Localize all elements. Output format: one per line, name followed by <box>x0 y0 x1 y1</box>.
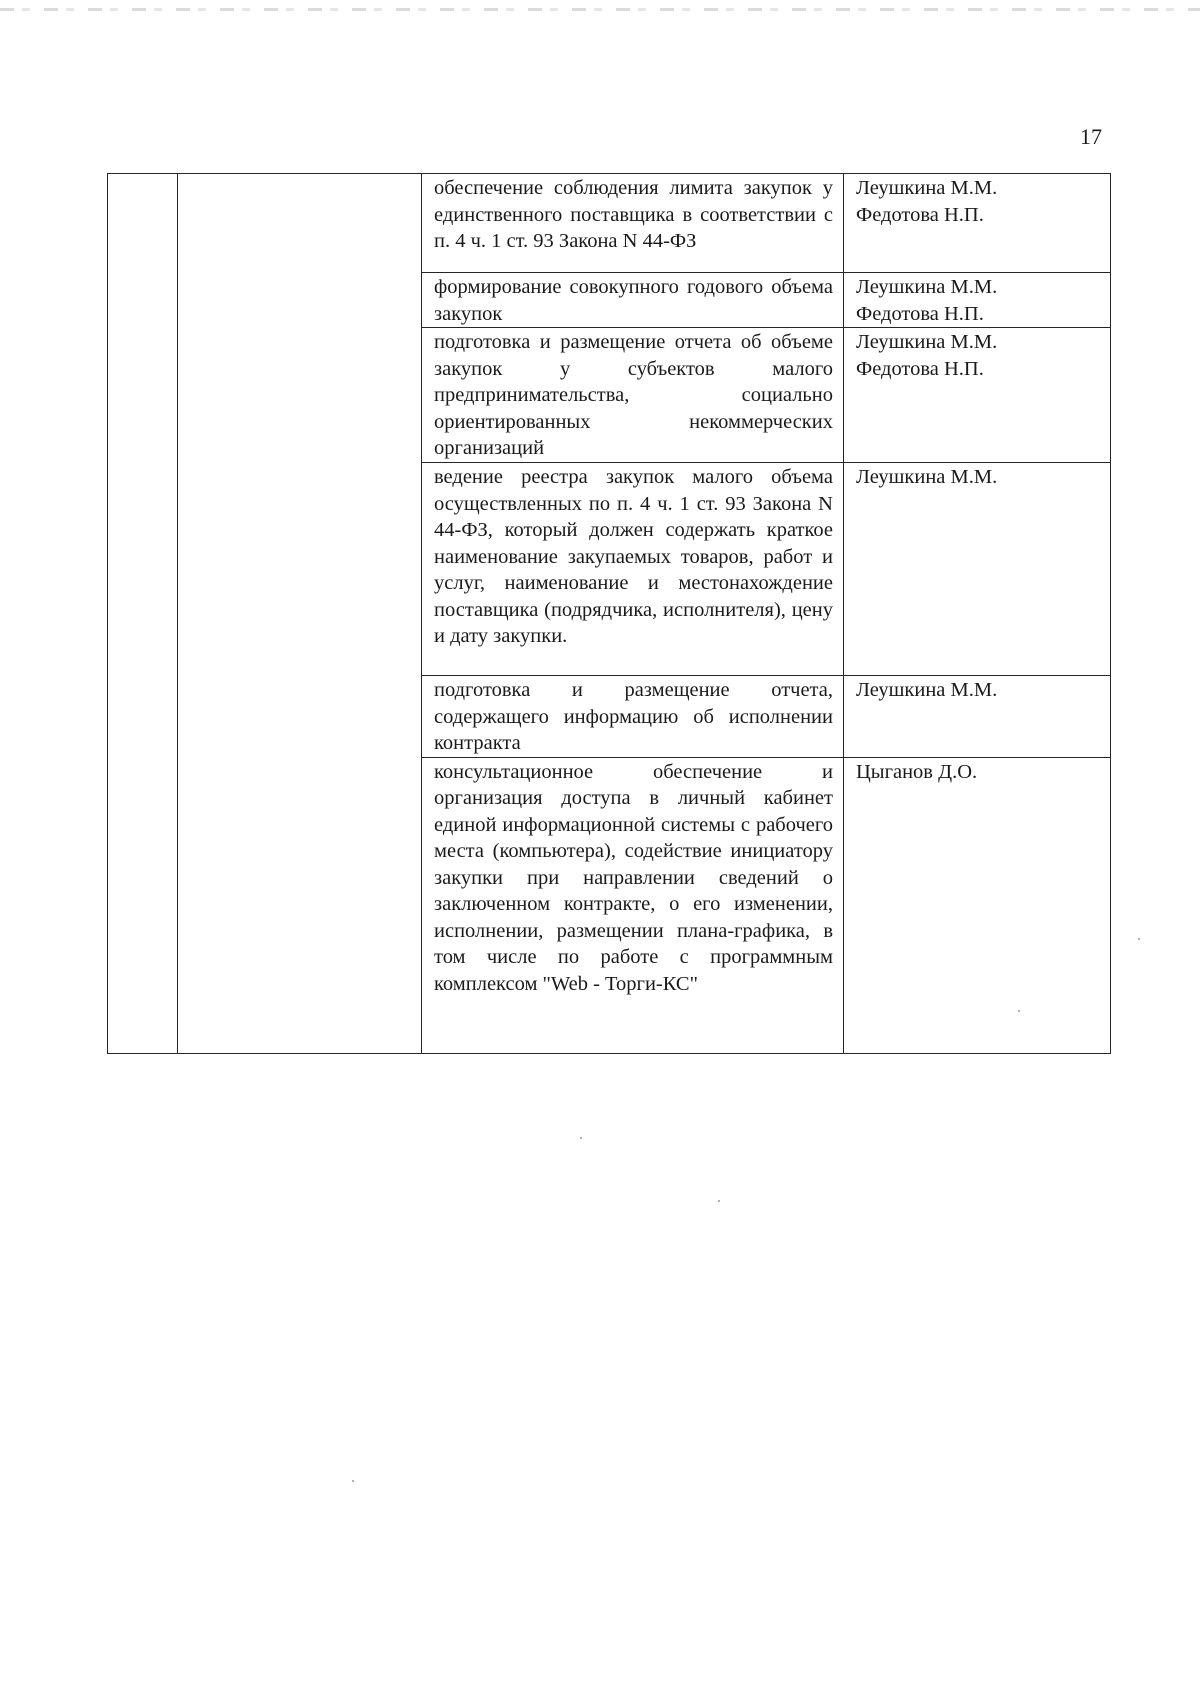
section-cell <box>178 174 422 1054</box>
responsible-name: Леушкина М.М. <box>856 331 998 353</box>
responsible-cell <box>844 676 1111 758</box>
scan-speck <box>352 1480 354 1482</box>
responsible-name: Леушкина М.М. <box>856 276 998 298</box>
responsible-name: Федотова Н.П. <box>856 302 984 325</box>
responsibility-table <box>107 173 1111 1054</box>
task-cell: обеспечение соблюдения лимита закупок у единственного поставщика в соответствии с п. 4 ч. 1 ст. 93 Закона N 44-ФЗ <box>422 174 844 273</box>
number-cell <box>108 174 178 1054</box>
page-number: 17 <box>1080 124 1102 149</box>
table-row <box>108 174 1111 273</box>
task-cell: ведение реестра закупок малого объема осуществленных по п. 4 ч. 1 ст. 93 Закона N 44-ФЗ, который должен содержать краткое наименование закупаемых товаров, работ и услуг, наименование и местонахождение поставщика (подрядчика, исполнителя), цену и дату закупки. <box>422 463 844 676</box>
responsible-cell <box>844 463 1111 676</box>
scan-speck <box>1138 938 1140 940</box>
responsible-cell <box>844 757 1111 1053</box>
responsible-name: Федотова Н.П. <box>856 203 984 226</box>
task-cell: подготовка и размещение отчета об объеме закупок у субъектов малого предпринимательства, социально ориентированных некоммерческих организаций <box>422 328 844 463</box>
responsible-name: Леушкина М.М. <box>856 177 998 199</box>
task-cell: консультационное обеспечение и организация доступа в личный кабинет единой информационной системы с рабочего места (компьютера), содействие инициатору закупки при направлении сведений о заключенном контракте, о его изменении, исполнении, размещении плана-графика, в том числе по работе с программным комплексом "Web - Торги-КС" <box>422 757 844 1053</box>
responsible-name: Леушкина М.М. <box>856 466 998 488</box>
scan-speck <box>1018 1010 1020 1012</box>
responsible-cell <box>844 328 1111 463</box>
scan-speck <box>718 1200 720 1202</box>
responsible-name: Федотова Н.П. <box>856 357 984 380</box>
task-cell: формирование совокупного годового объема закупок <box>422 273 844 328</box>
scan-top-edge <box>0 8 1200 11</box>
scan-speck <box>580 1137 582 1139</box>
task-cell: подготовка и размещение отчета, содержащего информацию об исполнении контракта <box>422 676 844 758</box>
responsible-name: Цыганов Д.О. <box>856 760 978 783</box>
responsible-name: Леушкина М.М. <box>856 679 998 701</box>
responsible-cell <box>844 273 1111 328</box>
responsible-cell <box>844 174 1111 273</box>
